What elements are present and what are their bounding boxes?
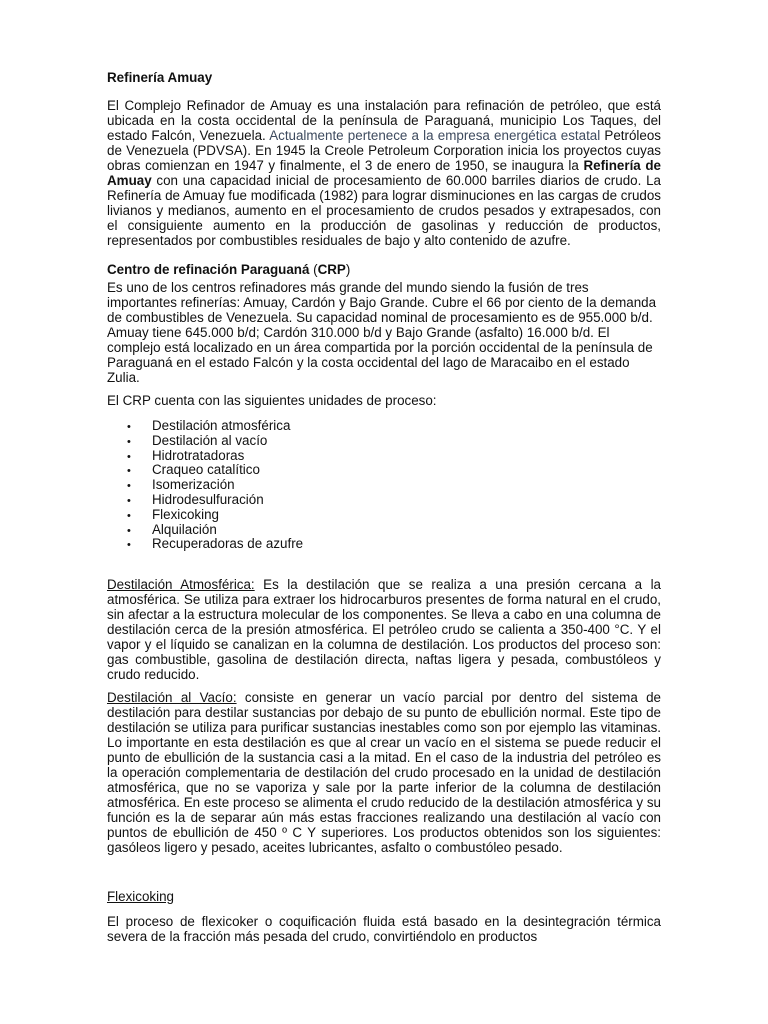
list-item-text: Destilación atmosférica: [152, 418, 291, 433]
list-item: [127, 493, 303, 508]
paragraph-vacuum-distillation: [107, 690, 661, 855]
bullet-icon: •: [127, 539, 131, 552]
bullet-icon: •: [127, 465, 131, 478]
list-item: [127, 537, 303, 552]
list-item-text: Hidrodesulfuración: [152, 491, 264, 507]
section-heading-flexicoking: Flexicoking: [107, 889, 174, 904]
paragraph-atmospheric-distillation: [107, 577, 661, 682]
bullet-icon: •: [127, 509, 131, 522]
list-item: [127, 463, 303, 478]
list-item: [127, 508, 303, 523]
paragraph-text: El Complejo Refinador de Amuay es una instalación para refinación de petróleo, que está ubicada en la costa occidental de la península de Paraguaná, municipio Los Taques, del estado Falcón, Venezuela.: [107, 98, 661, 143]
heading-abbrev: CRP: [317, 262, 346, 277]
bullet-icon: •: [127, 421, 131, 433]
list-item: [127, 478, 303, 493]
paragraph-text: con una capacidad inicial de procesamiento de 60.000 barriles diarios de crudo. La Refinería de Amuay fue modificada (1982) para lograr disminuciones en las cargas de crudos livianos y medianos, aumento en el procesamiento de crudos pesados y extrapesados, con el consiguiente aumento en la producción de gasolinas y reducción de productos, representados por combustibles residuales de bajo y alto contenido de azufre.: [107, 173, 661, 248]
list-item: [127, 419, 303, 434]
bold-text: Refinería de Amuay: [107, 158, 661, 188]
term-heading: Destilación al Vacío:: [107, 690, 237, 705]
highlighted-text: Actualmente pertenece a la empresa energética estatal: [269, 128, 601, 143]
paragraph-text: consiste en generar un vacío parcial por dentro del sistema de destilación para destilar sustancias por debajo de su punto de ebullición normal. Este tipo de destilación se utiliza para purificar sustancias inestables como son por ejemplo las vitaminas. Lo importante en esta destilación es que al crear un vacío en el sistema se puede reducir el punto de ebullición de la sustancia casi a la mitad. En el caso de la industria del petróleo es la operación complementaria de destilación del crudo procesado en la unidad de destilación atmosférica, que no se vaporiza y sale por la parte inferior de la columna de destilación atmosférica. En este proceso se alimenta el crudo reducido de la destilación atmosférica y su función es la de separar aún más estas fracciones realizando una destilación al vacío con puntos de ebullición de 450 º C Y superiores. Los productos obtenidos son los siguientes: gasóleos ligero y pesado, aceites lubricantes, asfalto o combustóleo pesado.: [107, 690, 661, 855]
bullet-icon: •: [127, 494, 131, 507]
process-units-list: [127, 419, 303, 552]
list-item-text: Flexicoking: [152, 506, 219, 522]
heading-paren: (: [309, 262, 318, 277]
list-item-text: Hidrotratadoras: [152, 447, 245, 463]
paragraph-crp: Es uno de los centros refinadores más grande del mundo siendo la fusión de tres importantes refinerías: Amuay, Cardón y Bajo Grande. Cubre el 66 por ciento de la demanda de combustibles de Venezuela. Su capacidad nominal de procesamiento es de 955.000 b/d. Amuay tiene 645.000 b/d; Cardón 310.000 b/d y Bajo Grande (asfalto) 16.000 b/d. El complejo está localizado en un área compartida por la porción occidental de la península de Paraguaná en el estado Falcón y la costa occidental del lago de Maracaibo en el estado Zulia.: [107, 280, 657, 385]
bullet-icon: •: [127, 480, 131, 493]
list-item-text: Isomerización: [152, 477, 235, 493]
bullet-icon: •: [127, 524, 131, 537]
heading-text: Centro de refinación Paraguaná: [107, 262, 310, 277]
list-item: [127, 434, 303, 449]
list-item-text: Alquilación: [152, 521, 217, 537]
paragraph-amuay: [107, 98, 661, 248]
paragraph-flexicoking: El proceso de flexicoker o coquificación fluida está basado en la desintegración térmica severa de la fracción más pesada del crudo, convirtiéndolo en productos: [107, 914, 661, 944]
page-title: Refinería Amuay: [107, 70, 213, 85]
list-item-text: Craqueo catalítico: [152, 462, 260, 478]
bullet-icon: •: [127, 435, 131, 448]
list-item: [127, 523, 303, 538]
bullet-icon: •: [127, 450, 131, 463]
paragraph-text: Petróleos de Venezuela (PDVSA). En 1945 la Creole Petroleum Corporation inicia los proyectos cuyas obras comienzan en 1947 y finalmente, el 3 de enero de 1950, se inaugura la: [107, 128, 661, 173]
paragraph-units-intro: El CRP cuenta con las siguientes unidades de proceso:: [107, 393, 437, 408]
list-item-text: Recuperadoras de azufre: [152, 536, 304, 552]
list-item: [127, 449, 303, 464]
section-heading-crp: [107, 262, 661, 277]
heading-paren: ): [345, 262, 351, 277]
list-item-text: Destilación al vacío: [152, 432, 268, 448]
paragraph-text: Es la destilación que se realiza a una presión cercana a la atmosférica. Se utiliza para extraer los hidrocarburos presentes de forma natural en el crudo, sin afectar a la estructura molecular de los componentes. Se lleva a cabo en una columna de destilación cerca de la presión atmosférica. El petróleo crudo se calienta a 350-400 °C. Y el vapor y el líquido se canalizan en la columna de destilación. Los productos del proceso son: gas combustible, gasolina de destilación directa, naftas ligera y pesada, combustóleos y crudo reducido.: [107, 577, 661, 682]
term-heading: Destilación Atmosférica:: [107, 577, 255, 592]
